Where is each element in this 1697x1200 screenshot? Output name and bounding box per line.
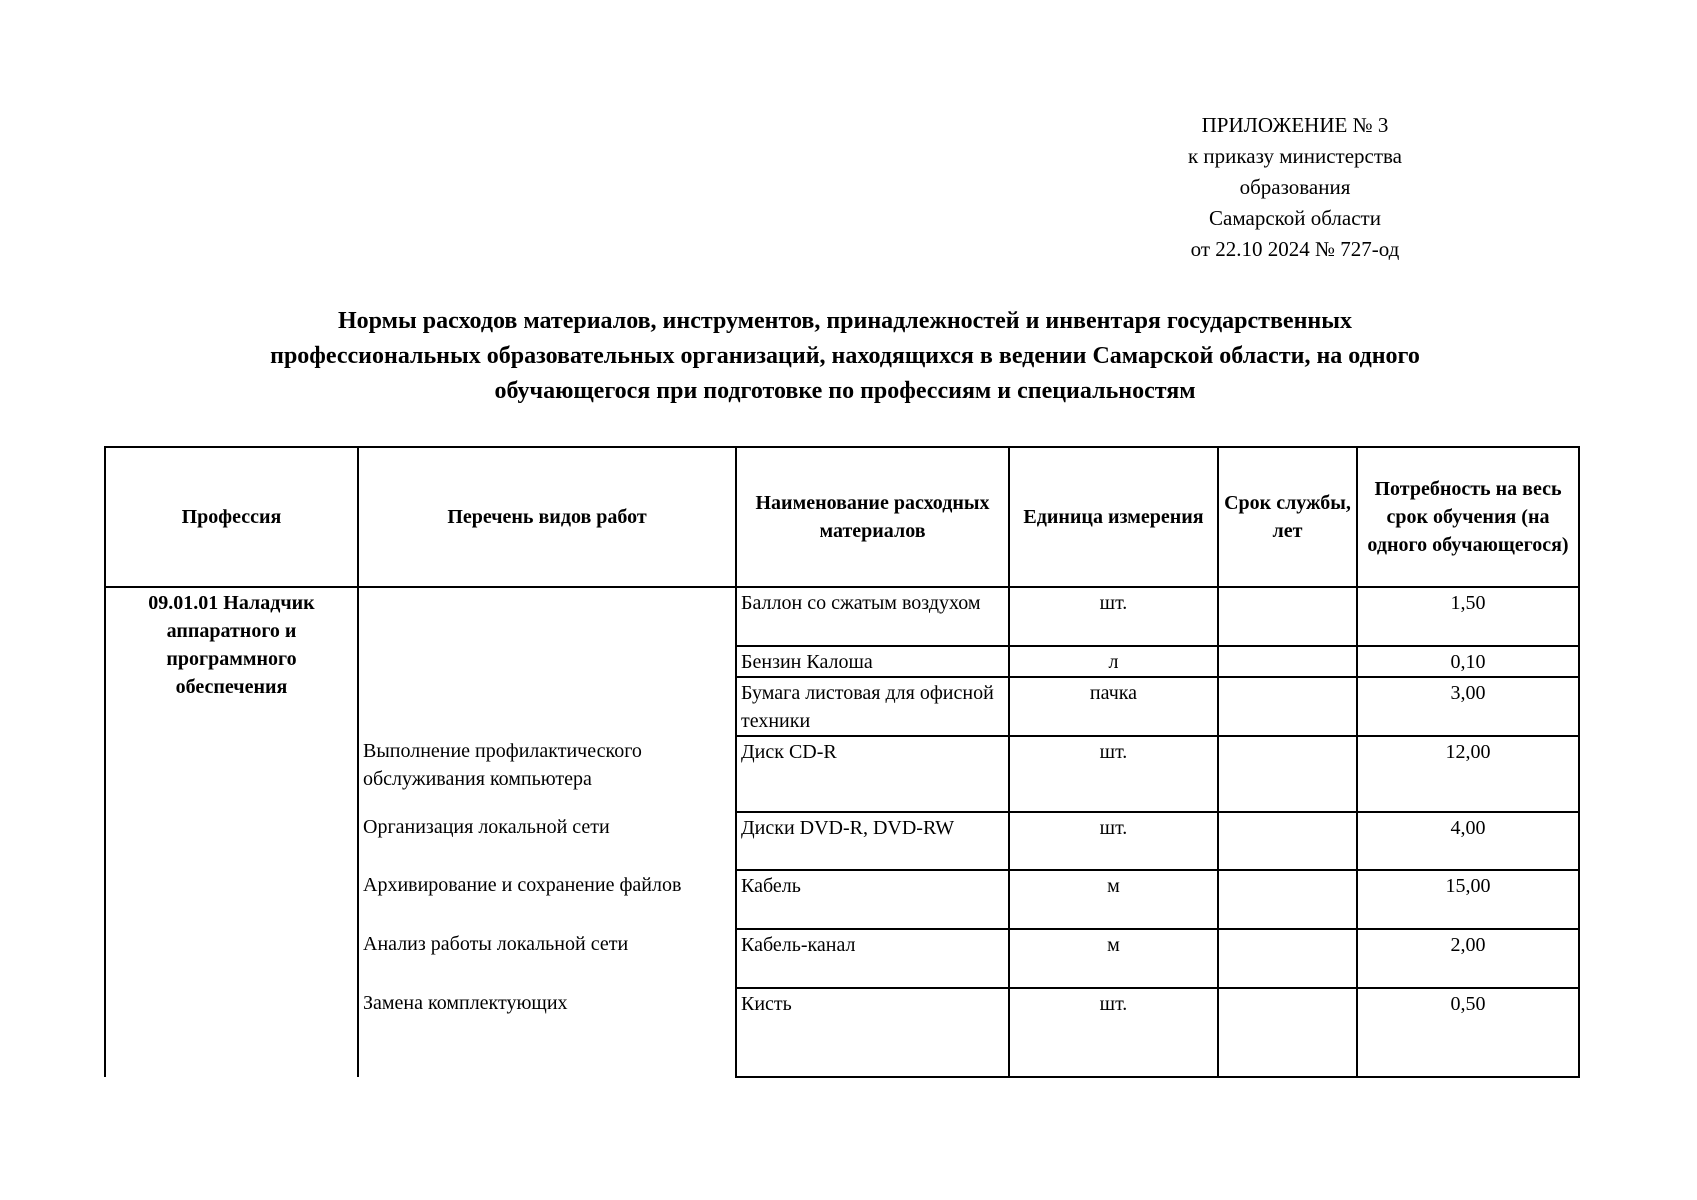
norms-table	[104, 446, 1580, 1078]
appendix-ministry-line: образования	[1239, 175, 1351, 199]
unit-cell: шт.	[1009, 812, 1218, 870]
unit-cell: шт.	[1009, 988, 1218, 1077]
work-cell: Архивирование и сохранение файлов	[358, 870, 736, 929]
header-profession: Профессия	[105, 447, 358, 587]
quantity-cell: 3,00	[1357, 677, 1579, 736]
service-life-cell	[1218, 736, 1357, 812]
header-materials: Наименование расходных материалов	[736, 447, 1009, 587]
service-life-cell	[1218, 677, 1357, 736]
quantity-cell: 2,00	[1357, 929, 1579, 988]
unit-cell: м	[1009, 929, 1218, 988]
header-works: Перечень видов работ	[358, 447, 736, 587]
appendix-number: ПРИЛОЖЕНИЕ № 3	[1201, 113, 1389, 137]
material-cell: Бензин Калоша	[736, 646, 1009, 677]
service-life-cell	[1218, 929, 1357, 988]
header-unit: Единица измерения	[1009, 447, 1218, 587]
work-cell: Организация локальной сети	[358, 812, 736, 870]
table-row	[105, 587, 1579, 646]
material-cell: Кисть	[736, 988, 1009, 1077]
material-cell: Диски DVD-R, DVD-RW	[736, 812, 1009, 870]
work-cell	[358, 587, 736, 736]
service-life-cell	[1218, 587, 1357, 646]
title-line-2: профессиональных образовательных организаций, находящихся в ведении Самарской области, на одного	[270, 343, 1420, 369]
work-cell: Выполнение профилактического обслуживания компьютера	[358, 736, 736, 812]
table-header-row	[105, 447, 1579, 587]
appendix-region-line: Самарской области	[1209, 206, 1381, 230]
unit-cell: шт.	[1009, 736, 1218, 812]
title-line-1: Нормы расходов материалов, инструментов, принадлежностей и инвентаря государственных	[338, 308, 1352, 334]
title-line-3: обучающегося при подготовке по профессиям и специальностям	[494, 378, 1196, 404]
appendix-date-line: от 22.10 2024 № 727-од	[1190, 237, 1400, 261]
material-cell: Бумага листовая для офисной техники	[736, 677, 1009, 736]
quantity-cell: 12,00	[1357, 736, 1579, 812]
quantity-cell: 0,50	[1357, 988, 1579, 1077]
material-cell: Кабель-канал	[736, 929, 1009, 988]
work-cell: Анализ работы локальной сети	[358, 929, 736, 988]
profession-cell: 09.01.01 Наладчик аппаратного и программного обеспечения	[105, 587, 358, 1077]
quantity-cell: 1,50	[1357, 587, 1579, 646]
header-need: Потребность на весь срок обучения (на одного обучающегося)	[1357, 447, 1579, 587]
material-cell: Диск CD-R	[736, 736, 1009, 812]
unit-cell: пачка	[1009, 677, 1218, 736]
unit-cell: шт.	[1009, 587, 1218, 646]
material-cell: Кабель	[736, 870, 1009, 929]
header-service-life: Срок службы, лет	[1218, 447, 1357, 587]
unit-cell: л	[1009, 646, 1218, 677]
appendix-block	[1100, 110, 1490, 265]
service-life-cell	[1218, 870, 1357, 929]
service-life-cell	[1218, 812, 1357, 870]
quantity-cell: 4,00	[1357, 812, 1579, 870]
service-life-cell	[1218, 646, 1357, 677]
quantity-cell: 15,00	[1357, 870, 1579, 929]
appendix-order-line: к приказу министерства	[1187, 144, 1403, 168]
service-life-cell	[1218, 988, 1357, 1077]
material-cell: Баллон со сжатым воздухом	[736, 587, 1009, 646]
unit-cell: м	[1009, 870, 1218, 929]
quantity-cell: 0,10	[1357, 646, 1579, 677]
work-cell: Замена комплектующих	[358, 988, 736, 1077]
document-title	[110, 304, 1580, 409]
